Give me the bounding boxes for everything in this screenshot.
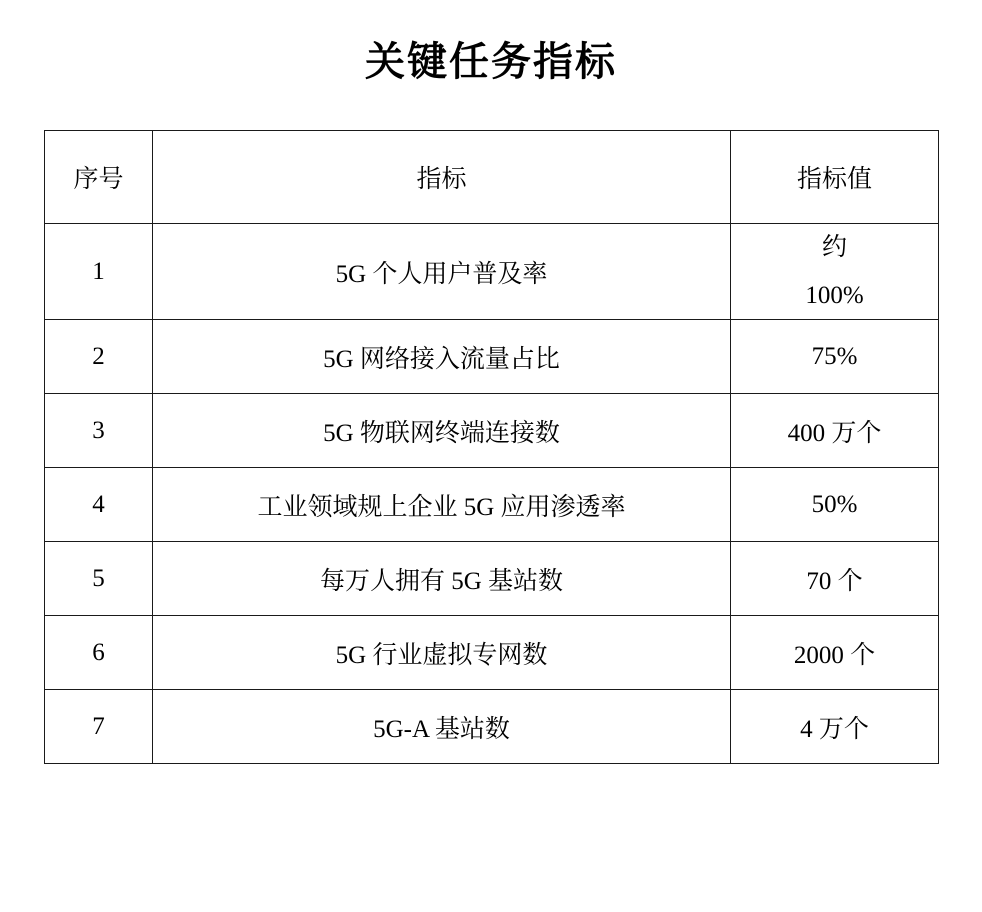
cell-value: 2000 个 bbox=[731, 616, 939, 690]
cell-index: 5 bbox=[45, 542, 153, 616]
cell-value: 50% bbox=[731, 468, 939, 542]
cell-index: 7 bbox=[45, 690, 153, 764]
cell-index: 1 bbox=[45, 224, 153, 320]
value-line: 约 bbox=[821, 234, 847, 261]
table-header-row bbox=[45, 131, 939, 224]
table-row bbox=[45, 690, 939, 764]
table-row bbox=[45, 468, 939, 542]
cell-value: 75% bbox=[731, 320, 939, 394]
cell-metric: 每万人拥有 5G 基站数 bbox=[153, 542, 731, 616]
cell-metric: 工业领域规上企业 5G 应用渗透率 bbox=[153, 468, 731, 542]
metrics-table-container bbox=[44, 86, 938, 764]
table-body bbox=[45, 224, 939, 764]
table-row bbox=[45, 320, 939, 394]
column-header-index: 序号 bbox=[45, 131, 153, 224]
metrics-table bbox=[44, 130, 939, 764]
cell-index: 6 bbox=[45, 616, 153, 690]
cell-value: 4 万个 bbox=[731, 690, 939, 764]
table-header bbox=[45, 131, 939, 224]
cell-value: 400 万个 bbox=[731, 394, 939, 468]
table-row bbox=[45, 394, 939, 468]
cell-index: 3 bbox=[45, 394, 153, 468]
cell-index: 2 bbox=[45, 320, 153, 394]
cell-metric: 5G 物联网终端连接数 bbox=[153, 394, 731, 468]
cell-value: 70 个 bbox=[731, 542, 939, 616]
column-header-value: 指标值 bbox=[731, 131, 939, 224]
page-title: 关键任务指标 bbox=[365, 40, 617, 84]
cell-index: 4 bbox=[45, 468, 153, 542]
cell-metric: 5G 个人用户普及率 bbox=[153, 224, 731, 320]
column-header-metric: 指标 bbox=[153, 131, 731, 224]
cell-metric: 5G 网络接入流量占比 bbox=[153, 320, 731, 394]
table-row bbox=[45, 542, 939, 616]
table-row bbox=[45, 224, 939, 320]
value-line: 100% bbox=[805, 281, 864, 309]
cell-metric: 5G-A 基站数 bbox=[153, 690, 731, 764]
cell-metric: 5G 行业虚拟专网数 bbox=[153, 616, 731, 690]
value-stack bbox=[737, 224, 932, 319]
cell-value bbox=[731, 224, 939, 320]
table-row bbox=[45, 616, 939, 690]
